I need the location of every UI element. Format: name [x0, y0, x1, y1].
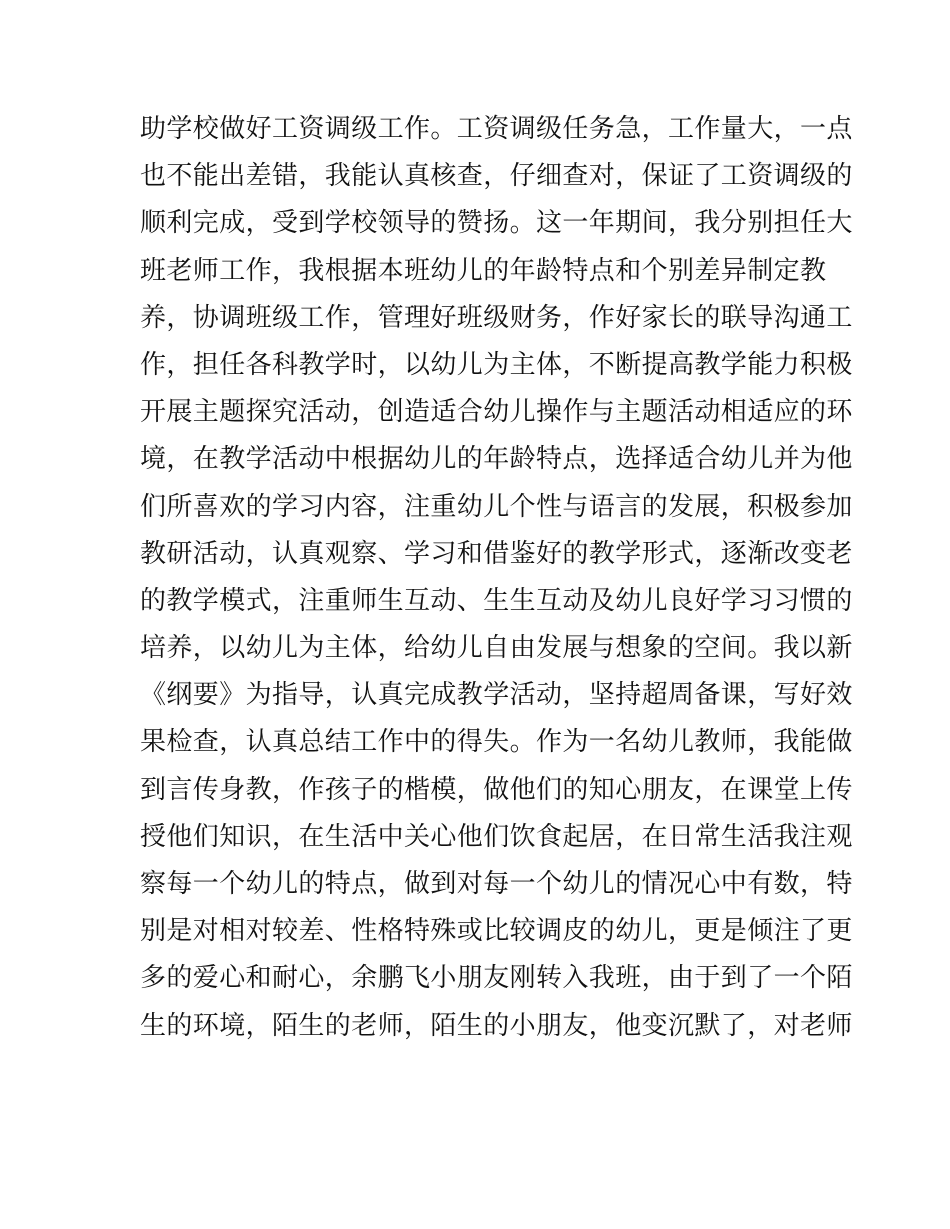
text-line-9: 们所喜欢的学习内容，注重幼儿个性与语言的发展，积极参加 — [140, 491, 853, 522]
text-line-1: 助学校做好工资调级工作。工资调级任务急，工作量大，一点 — [140, 114, 853, 144]
text-line-18: 别是对相对较差、性格特殊或比较调皮的幼儿，更是倾注了更 — [140, 916, 853, 947]
body-text — [140, 106, 853, 1050]
text-line-11: 的教学模式，注重师生互动、生生互动及幼儿良好学习习惯的 — [140, 585, 853, 616]
text-line-12: 培养，以幼儿为主体，给幼儿自由发展与想象的空间。我以新 — [140, 633, 853, 664]
text-line-7: 开展主题探究活动，创造适合幼儿操作与主题活动相适应的环 — [140, 397, 853, 428]
text-line-3: 顺利完成，受到学校领导的赞扬。这一年期间，我分别担任大 — [140, 208, 853, 239]
text-line-14: 果检查，认真总结工作中的得失。作为一名幼儿教师，我能做 — [140, 727, 853, 758]
text-line-4: 班老师工作，我根据本班幼儿的年龄特点和个别差异制定教 — [140, 255, 827, 286]
text-line-8: 境，在教学活动中根据幼儿的年龄特点，选择适合幼儿并为他 — [140, 444, 853, 475]
text-line-13: 《纲要》为指导，认真完成教学活动，坚持超周备课，写好效 — [140, 680, 853, 711]
text-line-19: 多的爱心和耐心，余鹏飞小朋友刚转入我班，由于到了一个陌 — [140, 963, 853, 994]
text-line-6: 作，担任各科教学时，以幼儿为主体，不断提高教学能力积极 — [140, 349, 853, 380]
text-line-2: 也不能出差错，我能认真核查，仔细查对，保证了工资调级的 — [140, 161, 853, 192]
text-line-20: 生的环境，陌生的老师，陌生的小朋友，他变沉默了，对老师 — [140, 1010, 853, 1041]
text-line-5: 养，协调班级工作，管理好班级财务，作好家长的联导沟通工 — [140, 302, 853, 333]
text-line-15: 到言传身教，作孩子的楷模，做他们的知心朋友，在课堂上传 — [140, 774, 853, 805]
text-line-10: 教研活动，认真观察、学习和借鉴好的教学形式，逐渐改变老 — [140, 538, 853, 569]
text-line-17: 察每一个幼儿的特点，做到对每一个幼儿的情况心中有数，特 — [140, 869, 853, 899]
text-line-16: 授他们知识，在生活中关心他们饮食起居，在日常生活我注观 — [140, 821, 853, 852]
